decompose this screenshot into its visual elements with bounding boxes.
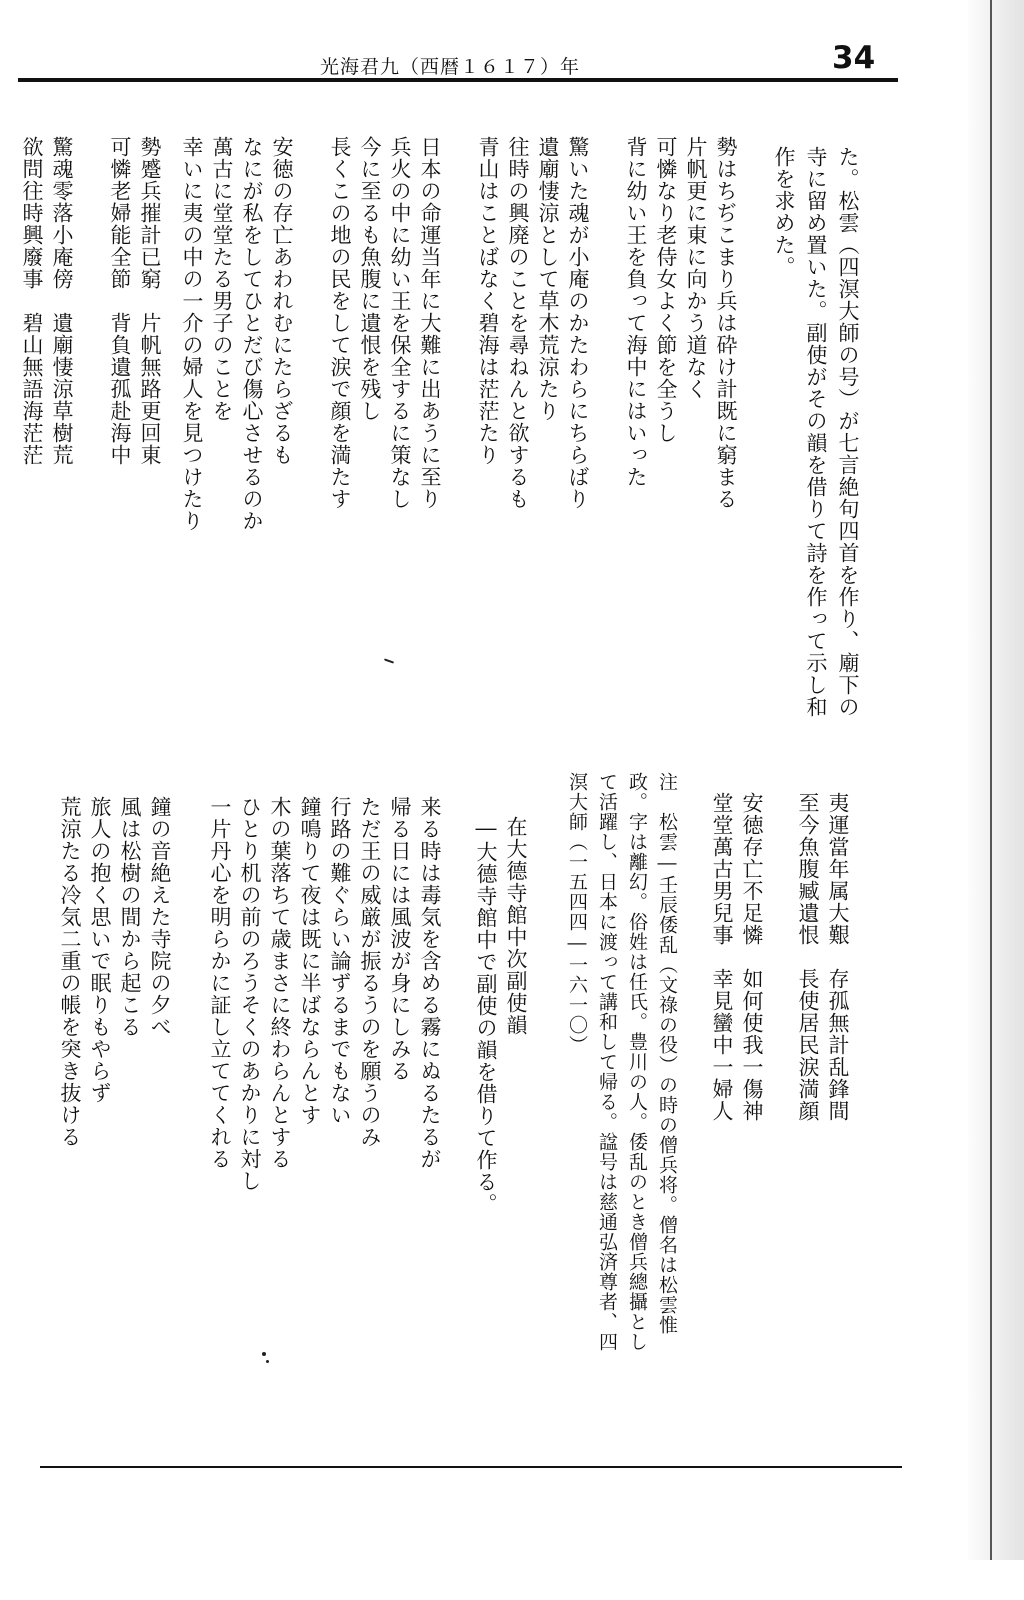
verse-line: 一片丹心を明らかに証し立ててくれる: [208, 796, 232, 1170]
verse-line: 勢はちぢこまり兵は砕け計既に窮まる: [714, 136, 738, 510]
header-rule: [18, 78, 898, 82]
prose-line: 作を求めた。: [772, 146, 796, 278]
scan-speck: [384, 658, 394, 663]
page-corner: [940, 1560, 1024, 1600]
kanbun-line: 夷運當年属大艱 存孤無計乱鋒間: [826, 792, 850, 1122]
prose-line: た。松雲（四溟大師の号）が七言絶句四首を作り、廟下の: [836, 146, 860, 718]
verse-line: 帰る日には風波が身にしみる: [388, 796, 412, 1082]
verse-line: 青山はことばなく碧海は茫茫たり: [476, 136, 500, 466]
scan-edge-line: [990, 0, 992, 1600]
verse-line: 長くこの地の民をして涙で顔を満たす: [328, 136, 352, 510]
verse-line: 驚いた魂が小庵のかたわらにちらばり: [566, 136, 590, 510]
verse-line: 萬古に堂堂たる男子のことを: [210, 136, 234, 422]
verse-line: 片帆更に東に向かう道なく: [684, 136, 708, 400]
running-header: 光海君九（西暦１６１７）年: [319, 56, 580, 78]
verse-line: 往時の興廃のことを尋ねんと欲するも: [506, 136, 530, 510]
verse-line: 遺廟悽涼として草木荒涼たり: [536, 136, 560, 422]
note-line: 政。字は離幻。俗姓は任氏。豊川の人。倭乱のとき僧兵總攝とし: [626, 772, 648, 1352]
note-line: 溟大師（一五四四―一六一〇）: [566, 772, 588, 1055]
verse-line: 日本の命運当年に大難に出あうに至り: [418, 136, 442, 510]
verse-line: 旅人の抱く思いで眠りもやらず: [88, 796, 112, 1104]
scan-speck: [262, 1352, 266, 1356]
kanbun-line: 勢蹙兵摧計已窮 片帆無路更回東: [138, 136, 162, 466]
verse-line: 荒涼たる冷気二重の帳を突き抜ける: [58, 796, 82, 1148]
verse-line: 可憐なり老侍女よく節を全うし: [654, 136, 678, 444]
kanbun-line: 至今魚腹臧遺恨 長使居民涙満顔: [796, 792, 820, 1122]
prose-line: 寺に留め置いた。副使がその韻を借りて詩を作って示し和: [804, 146, 828, 718]
kanbun-line: 可憐老婦能全節 背負遺孤赴海中: [108, 136, 132, 466]
verse-line: ただ王の威厳が振るうのを願うのみ: [358, 796, 382, 1148]
poem-title: 在大德寺館中次副使韻: [504, 816, 528, 1036]
verse-line: 鐘の音絶えた寺院の夕べ: [148, 796, 172, 1038]
verse-line: ひとり机の前のろうそくのあかりに対し: [238, 796, 262, 1192]
kanbun-line: 欲問往時興廢事 碧山無語海茫茫: [20, 136, 44, 466]
scan-speck: [266, 1360, 269, 1363]
note-line: 注 松雲―壬辰倭乱（文祿の役）の時の僧兵将。僧名は松雲惟: [656, 772, 678, 1335]
footer-rule: [40, 1466, 902, 1468]
verse-line: 兵火の中に幼い王を保全するに策なし: [388, 136, 412, 510]
verse-line: 安徳の存亡あわれむにたらざるも: [270, 136, 294, 466]
kanbun-line: 堂堂萬古男兒事 幸見蠻中一婦人: [710, 792, 734, 1122]
verse-line: 行路の難ぐらい論ずるまでもない: [328, 796, 352, 1126]
note-line: て活躍し、日本に渡って講和して帰る。諡号は慈通弘済尊者、四: [596, 772, 618, 1352]
poem-subtitle: ―大德寺館中で副使の韻を借りて作る。: [474, 816, 498, 1215]
verse-line: 今に至るも魚腹に遺恨を残し: [358, 136, 382, 422]
kanbun-line: 安徳存亡不足憐 如何使我一傷神: [740, 792, 764, 1122]
verse-line: 幸いに夷の中の一介の婦人を見つけたり: [180, 136, 204, 532]
verse-line: なにが私をしてひとだび傷心させるのか: [240, 136, 264, 532]
verse-line: 背に幼い王を負って海中にはいった: [624, 136, 648, 488]
scan-page-edge: [968, 0, 1024, 1600]
verse-line: 来る時は毒気を含める霧にぬるたるが: [418, 796, 442, 1170]
verse-line: 風は松樹の間から起こる: [118, 796, 142, 1038]
kanbun-line: 驚魂零落小庵傍 遺廟悽涼草樹荒: [50, 136, 74, 466]
page-number: 34: [832, 40, 876, 76]
verse-line: 鐘鳴りて夜は既に半ばならんとす: [298, 796, 322, 1126]
verse-line: 木の葉落ちて歳まさに終わらんとする: [268, 796, 292, 1170]
